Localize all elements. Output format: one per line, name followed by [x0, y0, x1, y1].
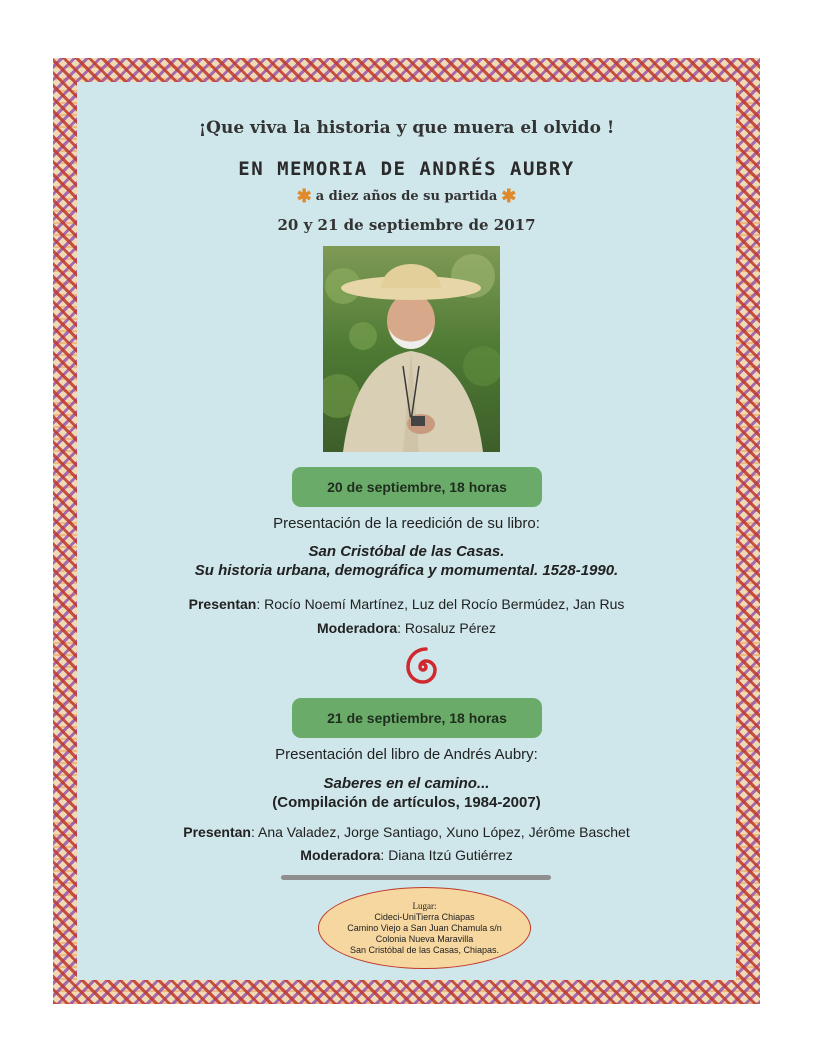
poster-panel	[77, 82, 736, 980]
event2-presenters	[77, 824, 736, 840]
event1-book-title-line2: Su historia urbana, demográfica y momumental. 1528-1990.	[194, 562, 619, 579]
event1-moderator	[77, 620, 736, 636]
event2-intro: Presentación del libro de Andrés Aubry:	[275, 746, 538, 763]
divider	[281, 875, 551, 880]
location-label: Lugar:	[412, 900, 437, 911]
presenters-label: Presentan	[183, 824, 251, 840]
event-dates: 20 y 21 de septiembre de 2017	[277, 216, 536, 234]
star-icon: ✱	[501, 186, 517, 207]
event1-date-badge: 20 de septiembre, 18 horas	[292, 467, 542, 507]
location-line2: Camino Viejo a San Juan Chamula s/n	[347, 922, 502, 933]
event2-book-title-line1: Saberes en el camino...	[323, 775, 490, 792]
moderator-name: : Diana Itzú Gutiérrez	[380, 847, 513, 863]
location-line4: San Cristóbal de las Casas, Chiapas.	[349, 944, 500, 955]
location-line3: Colonia Nueva Maravilla	[375, 933, 474, 944]
event1-presenters	[77, 596, 736, 612]
event2-date-badge: 21 de septiembre, 18 horas	[292, 698, 542, 738]
moderator-label: Moderadora	[300, 847, 381, 863]
presenters-names: : Rocío Noemí Martínez, Luz del Rocío Bermúdez, Jan Rus	[256, 596, 625, 612]
motto: ¡Que viva la historia y que muera el olvido !	[198, 118, 615, 138]
subtitle: a diez años de su partida	[315, 189, 498, 204]
moderator-label: Moderadora	[317, 620, 398, 636]
location-line1: Cideci-UniTierra Chiapas	[374, 911, 475, 922]
decorative-border	[53, 58, 760, 1004]
poster-title: EN MEMORIA DE ANDRÉS AUBRY	[238, 158, 575, 180]
presenters-names: : Ana Valadez, Jorge Santiago, Xuno López, Jérôme Baschet	[250, 824, 630, 840]
event2-book-title-line2: (Compilación de artículos, 1984-2007)	[272, 794, 541, 811]
event2-moderator	[77, 847, 736, 863]
presenters-label: Presentan	[188, 596, 257, 612]
spiral-icon	[400, 644, 446, 690]
moderator-name: : Rosaluz Pérez	[397, 620, 496, 636]
location-oval	[318, 887, 531, 969]
event1-intro: Presentación de la reedición de su libro:	[273, 515, 540, 532]
star-icon: ✱	[296, 186, 312, 207]
event1-book-title-line1: San Cristóbal de las Casas.	[308, 543, 505, 560]
subtitle-row	[77, 186, 736, 207]
portrait-photo	[323, 246, 500, 452]
